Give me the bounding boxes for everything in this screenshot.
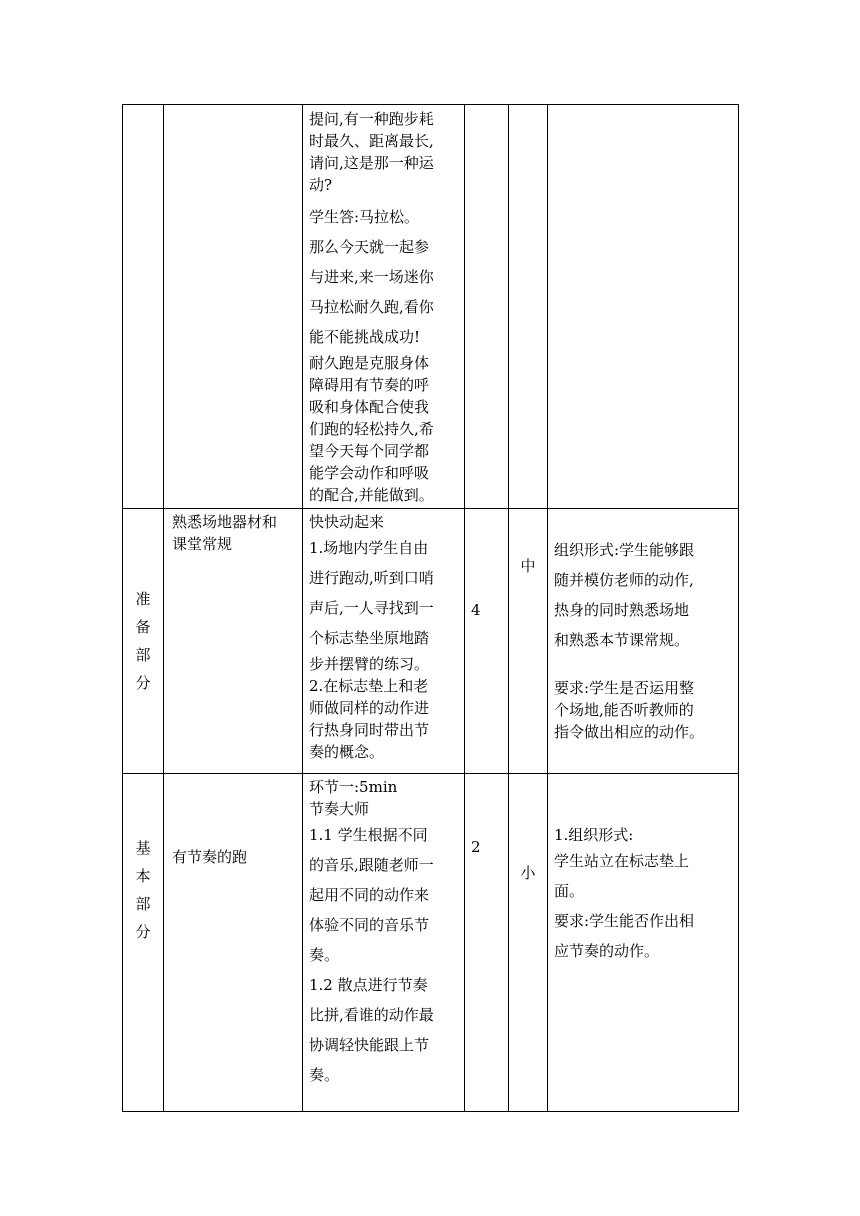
- content-line: 协调轻快能跟上节: [309, 1036, 430, 1054]
- content-line: 奏。: [309, 1066, 340, 1084]
- org-line: 要求:学生是否运用整: [554, 679, 695, 697]
- content-line: 的音乐,跟随老师一: [309, 856, 434, 874]
- content-cell: [303, 774, 465, 1112]
- content-line: 望今天每个同学都: [309, 442, 430, 460]
- org-line: 组织形式:学生能够跟: [554, 541, 695, 559]
- content-cell: [303, 105, 465, 509]
- organization-cell: [548, 774, 739, 1112]
- content-line: 行热身同时带出节: [309, 721, 430, 739]
- topic-cell: [164, 509, 303, 774]
- org-line: 指令做出相应的动作。: [554, 723, 705, 741]
- content-line: 快快动起来: [309, 513, 385, 531]
- intensity-cell: [509, 509, 548, 774]
- section-char: 分: [135, 674, 151, 692]
- content-line: 学生答:马拉松。: [309, 208, 420, 226]
- table-row: [123, 509, 739, 774]
- content-line: 个标志垫坐原地踏: [309, 629, 430, 647]
- lesson-plan-table: [122, 104, 739, 1112]
- org-line: 随并模仿老师的动作,: [554, 571, 694, 589]
- time-cell: [465, 774, 509, 1112]
- section-char: 本: [135, 867, 151, 885]
- section-char: 备: [135, 618, 151, 636]
- organization-cell: [548, 105, 739, 509]
- table-row: [123, 774, 739, 1112]
- content-line: 与进来,来一场迷你: [309, 268, 434, 286]
- content-line: 起用不同的动作来: [309, 886, 430, 904]
- section-label-basic: [123, 774, 164, 1112]
- section-cell: [123, 105, 164, 509]
- content-line: 请问,这是那一种运: [309, 154, 434, 172]
- org-line: 要求:学生能否作出相: [554, 912, 695, 930]
- org-line: 面。: [554, 882, 585, 900]
- section-label-prep: [123, 509, 164, 774]
- content-line: 动?: [309, 176, 333, 194]
- content-line: 1.场地内学生自由: [309, 539, 429, 557]
- org-line: 和熟悉本节课常规。: [554, 631, 690, 649]
- content-line: 步并摆臂的练习。: [309, 655, 430, 673]
- content-line: 那么今天就一起参: [309, 238, 430, 256]
- section-char: 基: [135, 839, 151, 857]
- time-value: 2: [471, 838, 481, 856]
- content-line: 吸和身体配合使我: [309, 398, 430, 416]
- content-line: 1.1 学生根据不同: [309, 826, 428, 844]
- table-row: [123, 105, 739, 509]
- time-value: 4: [471, 601, 481, 619]
- topic-line: 熟悉场地器材和: [172, 513, 278, 531]
- section-char: 准: [135, 590, 151, 608]
- content-line: 马拉松耐久跑,看你: [309, 298, 434, 316]
- content-line: 节奏大师: [309, 800, 370, 818]
- intensity-cell: [509, 774, 548, 1112]
- organization-cell: [548, 509, 739, 774]
- org-line: 1.组织形式:: [554, 826, 634, 844]
- content-line: 师做同样的动作进: [309, 699, 430, 717]
- content-line: 2.在标志垫上和老: [309, 677, 429, 695]
- content-line: 进行跑动,听到口哨: [309, 569, 434, 587]
- intensity-value: 中: [520, 557, 536, 575]
- org-line: 应节奏的动作。: [554, 942, 660, 960]
- section-char: 部: [135, 895, 151, 913]
- org-line: 热身的同时熟悉场地: [554, 601, 690, 619]
- section-char: 分: [135, 923, 151, 941]
- topic-line: 有节奏的跑: [172, 848, 248, 866]
- content-line: 能学会动作和呼吸: [309, 464, 430, 482]
- content-line: 能不能挑战成功!: [309, 328, 421, 346]
- intensity-value: 小: [520, 864, 536, 882]
- content-line: 时最久、距离最长,: [309, 132, 434, 150]
- time-cell: [465, 509, 509, 774]
- content-line: 环节一:5min: [309, 778, 398, 796]
- content-line: 1.2 散点进行节奏: [309, 976, 428, 994]
- section-char: 部: [135, 646, 151, 664]
- content-line: 耐久跑是克服身体: [309, 354, 430, 372]
- content-line: 的配合,并能做到。: [309, 486, 434, 504]
- topic-cell: [164, 105, 303, 509]
- content-line: 声后,一人寻找到一: [309, 599, 434, 617]
- content-line: 奏。: [309, 946, 340, 964]
- content-line: 提问,有一种跑步耗: [309, 110, 434, 128]
- org-line: 个场地,能否听教师的: [554, 701, 694, 719]
- topic-line: 课堂常规: [172, 535, 233, 553]
- content-cell: [303, 509, 465, 774]
- org-line: 学生站立在标志垫上: [554, 852, 690, 870]
- content-line: 体验不同的音乐节: [309, 916, 430, 934]
- content-line: 奏的概念。: [309, 743, 385, 761]
- content-line: 们跑的轻松持久,希: [309, 420, 434, 438]
- topic-cell: [164, 774, 303, 1112]
- time-cell: [465, 105, 509, 509]
- content-line: 比拼,看谁的动作最: [309, 1006, 434, 1024]
- content-line: 障碍用有节奏的呼: [309, 376, 430, 394]
- intensity-cell: [509, 105, 548, 509]
